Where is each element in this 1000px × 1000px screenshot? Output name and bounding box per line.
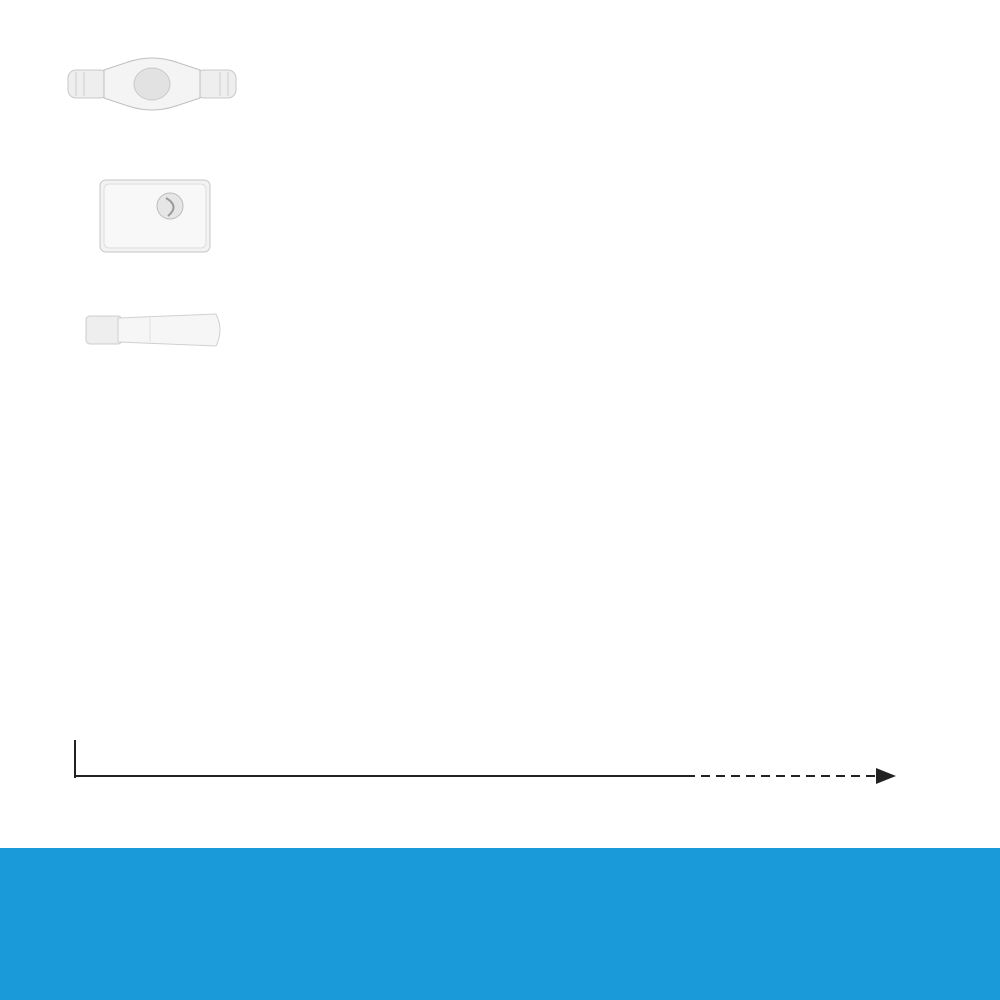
specifications-band <box>0 848 1000 1000</box>
controller-illustration <box>100 180 210 252</box>
run-arrow <box>75 740 896 784</box>
led-bulb-illustration <box>86 314 220 346</box>
end-to-end-connector-illustration <box>68 58 236 110</box>
